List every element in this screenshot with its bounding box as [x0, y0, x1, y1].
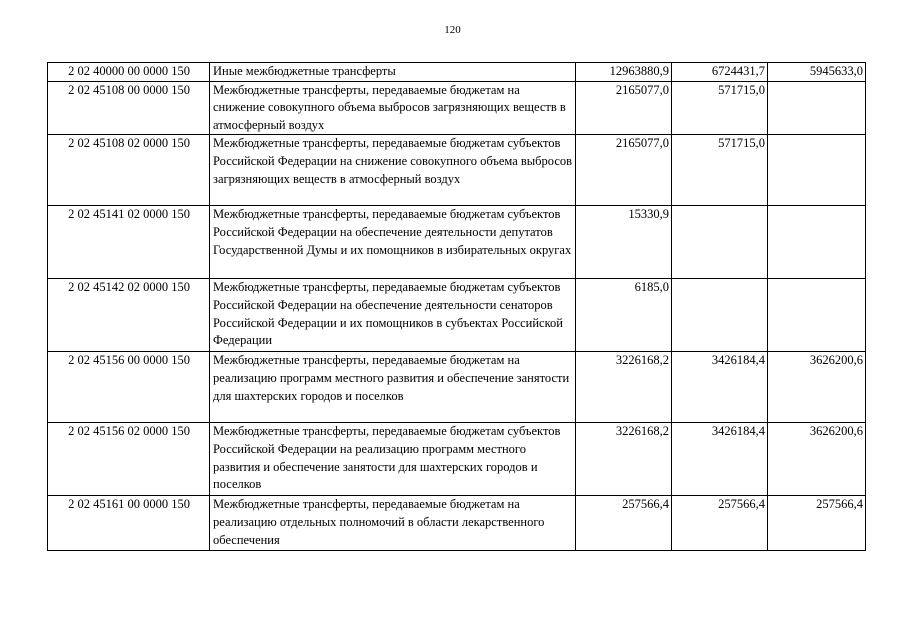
amount-year-3	[768, 81, 866, 135]
table-row	[48, 135, 866, 206]
amount-year-3: 3626200,6	[768, 352, 866, 423]
table-row	[48, 81, 866, 135]
budget-table	[47, 62, 866, 551]
amount-year-1: 3226168,2	[576, 352, 672, 423]
amount-year-1: 2165077,0	[576, 81, 672, 135]
page-number: 120	[444, 24, 461, 36]
amount-year-1: 6185,0	[576, 279, 672, 352]
amount-year-3: 5945633,0	[768, 63, 866, 82]
amount-year-3	[768, 279, 866, 352]
amount-year-2: 3426184,4	[672, 423, 768, 496]
budget-code: 2 02 45156 00 0000 150	[48, 352, 210, 423]
budget-code: 2 02 45141 02 0000 150	[48, 206, 210, 279]
budget-item-name: Межбюджетные трансферты, передаваемые бюджетам на реализацию отдельных полномочий в области лекарственного обеспечения	[210, 496, 576, 551]
budget-item-name: Межбюджетные трансферты, передаваемые бюджетам субъектов Российской Федерации на обеспечение деятельности сенаторов Российской Федерации и их помощников в субъектах Российской Федерации	[210, 279, 576, 352]
amount-year-1: 257566,4	[576, 496, 672, 551]
amount-year-1: 15330,9	[576, 206, 672, 279]
budget-item-name: Межбюджетные трансферты, передаваемые бюджетам субъектов Российской Федерации на реализацию программ местного развития и обеспечение занятости для шахтерских городов и поселков	[210, 423, 576, 496]
budget-code: 2 02 45108 02 0000 150	[48, 135, 210, 206]
budget-item-name: Межбюджетные трансферты, передаваемые бюджетам субъектов Российской Федерации на обеспечение деятельности депутатов Государственной Думы и их помощников в избирательных округах	[210, 206, 576, 279]
table-row	[48, 352, 866, 423]
budget-item-name: Межбюджетные трансферты, передаваемые бюджетам на снижение совокупного объема выбросов загрязняющих веществ в атмосферный воздух	[210, 81, 576, 135]
amount-year-2: 6724431,7	[672, 63, 768, 82]
budget-code: 2 02 45108 00 0000 150	[48, 81, 210, 135]
table-row	[48, 206, 866, 279]
budget-code: 2 02 40000 00 0000 150	[48, 63, 210, 82]
amount-year-1: 2165077,0	[576, 135, 672, 206]
amount-year-2: 257566,4	[672, 496, 768, 551]
budget-item-name: Иные межбюджетные трансферты	[210, 63, 576, 82]
table-row	[48, 423, 866, 496]
amount-year-2	[672, 279, 768, 352]
amount-year-2: 571715,0	[672, 135, 768, 206]
budget-item-name: Межбюджетные трансферты, передаваемые бюджетам на реализацию программ местного развития и обеспечение занятости для шахтерских городов и поселков	[210, 352, 576, 423]
amount-year-1: 3226168,2	[576, 423, 672, 496]
table-row	[48, 63, 866, 82]
budget-item-name: Межбюджетные трансферты, передаваемые бюджетам субъектов Российской Федерации на снижение совокупного объема выбросов загрязняющих веществ в атмосферный воздух	[210, 135, 576, 206]
budget-code: 2 02 45142 02 0000 150	[48, 279, 210, 352]
table-row	[48, 496, 866, 551]
budget-code: 2 02 45156 02 0000 150	[48, 423, 210, 496]
amount-year-2: 3426184,4	[672, 352, 768, 423]
amount-year-3: 3626200,6	[768, 423, 866, 496]
table-row	[48, 279, 866, 352]
amount-year-2: 571715,0	[672, 81, 768, 135]
amount-year-3	[768, 206, 866, 279]
budget-code: 2 02 45161 00 0000 150	[48, 496, 210, 551]
amount-year-1: 12963880,9	[576, 63, 672, 82]
amount-year-2	[672, 206, 768, 279]
amount-year-3	[768, 135, 866, 206]
amount-year-3: 257566,4	[768, 496, 866, 551]
